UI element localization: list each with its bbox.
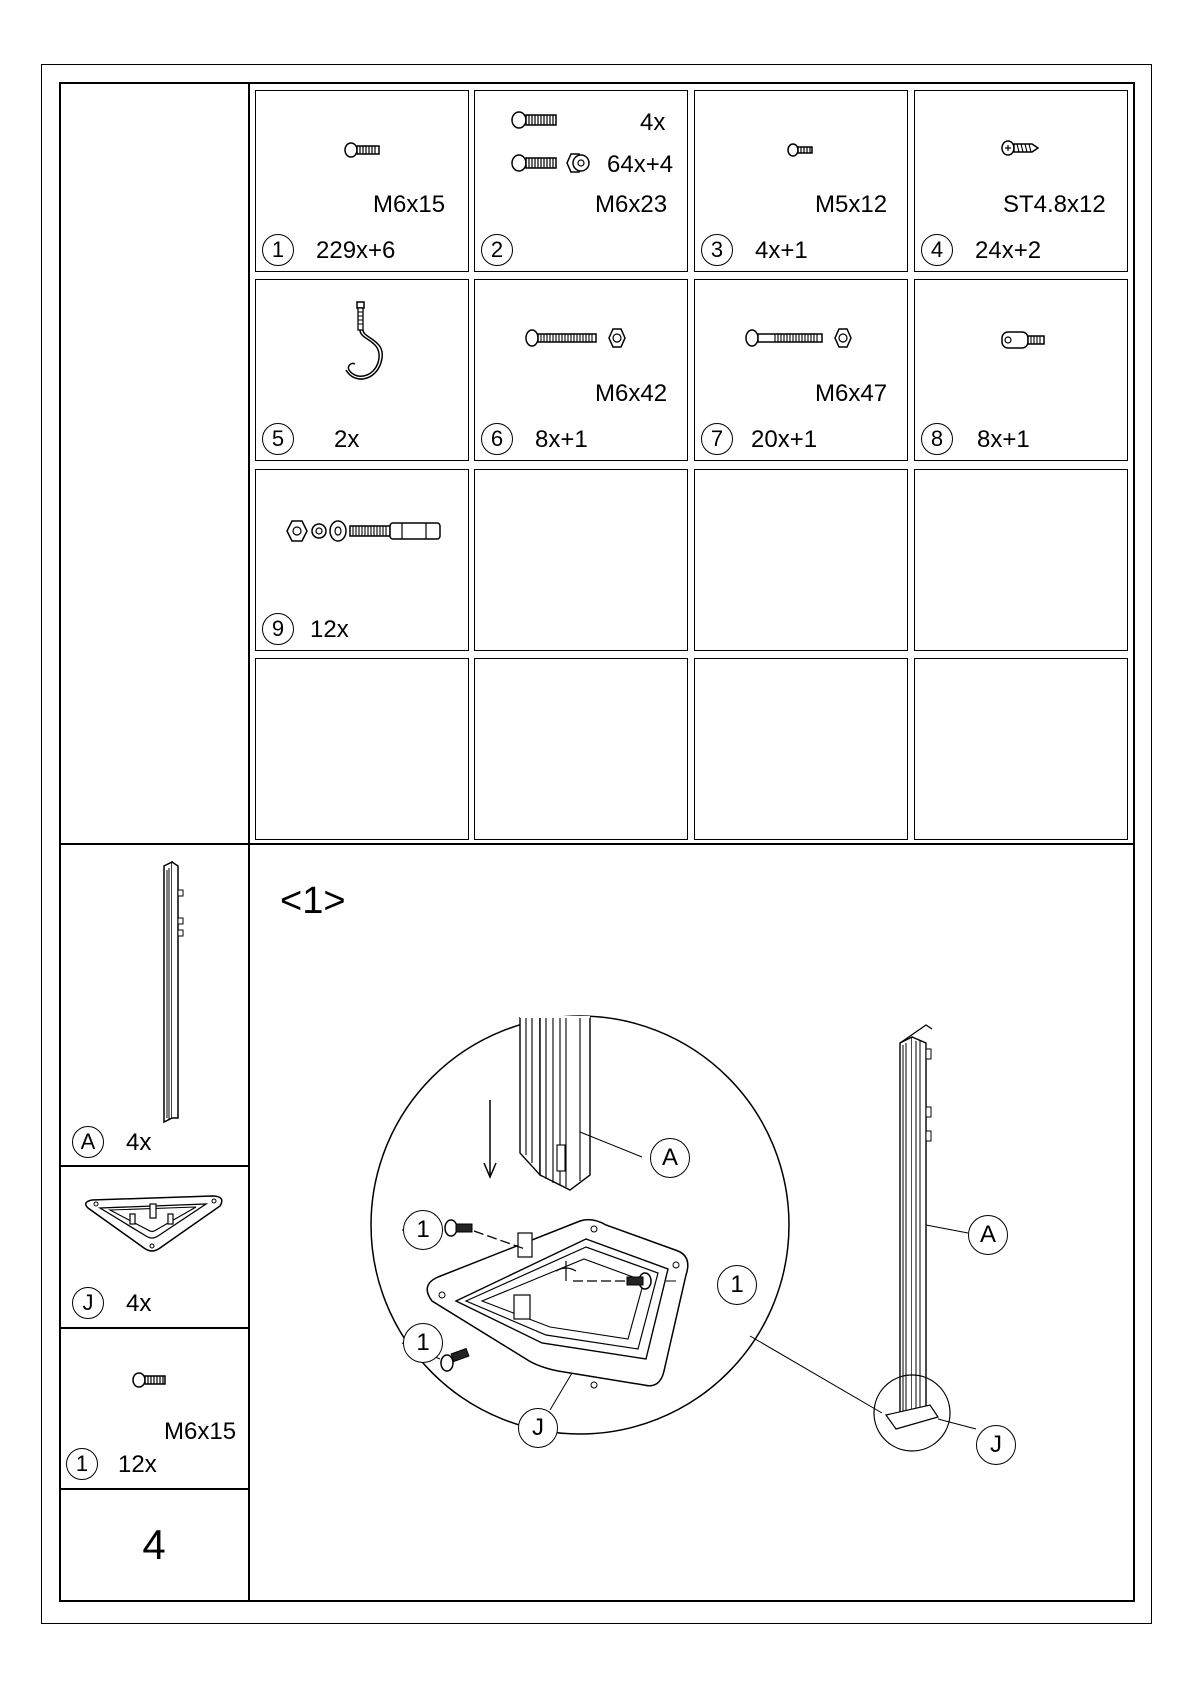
bolt-icon: [511, 111, 561, 131]
part-quantity: 4x: [126, 1290, 152, 1317]
item-number: 9: [262, 613, 294, 645]
hardware-cell-4: [914, 90, 1128, 272]
size-label: M6x47: [815, 380, 888, 407]
callout-screw: 1: [403, 1210, 443, 1250]
part-quantity: 4x: [126, 1129, 152, 1156]
quantity-label: 2x: [334, 426, 360, 453]
item-number: 1: [262, 234, 294, 266]
quantity-label: 4x+1: [755, 237, 808, 264]
hardware-cell-empty: [914, 469, 1128, 651]
item-number: 6: [481, 423, 513, 455]
item-number: 3: [701, 234, 733, 266]
part-letter: A: [72, 1126, 104, 1158]
hardware-cell-5: [255, 279, 469, 461]
page-number: 4: [142, 1521, 166, 1568]
top-quantity: 4x: [640, 109, 666, 136]
quantity-label: 8x+1: [535, 426, 588, 453]
hardware-cell-empty: [474, 469, 688, 651]
size-label: M6x23: [595, 191, 668, 218]
bolt-icon: [344, 141, 384, 161]
long-bolt-icon: [745, 328, 865, 352]
quantity-label: 20x+1: [751, 426, 818, 453]
quantity-label: 8x+1: [977, 426, 1030, 453]
hook-icon: [341, 300, 381, 400]
quantity-label: 12x: [118, 1451, 157, 1478]
sidebar-divider-2: [59, 1327, 249, 1329]
item-number: 1: [66, 1448, 98, 1480]
hardware-cell-empty: [694, 658, 908, 840]
callout-screw: 1: [717, 1265, 757, 1305]
size-label: M6x15: [164, 1418, 237, 1445]
sidebar-divider-1: [59, 1165, 249, 1167]
full-post: [886, 1025, 938, 1429]
item-number: 7: [701, 423, 733, 455]
callout-plate: J: [976, 1425, 1016, 1465]
item-number: 8: [921, 423, 953, 455]
post-icon: [150, 860, 190, 1130]
item-number: 5: [262, 423, 294, 455]
hardware-cell-9: [255, 469, 469, 651]
self-tapping-screw-icon: [1001, 139, 1041, 159]
size-label: M5x12: [815, 191, 888, 218]
size-label: M6x42: [595, 380, 668, 407]
hardware-cell-7: [694, 279, 908, 461]
bolt-icon: [132, 1372, 168, 1390]
anchor-bolt-icon: [286, 518, 446, 544]
step-label: <1>: [280, 880, 346, 922]
hardware-cell-8: [914, 279, 1128, 461]
hardware-cell-empty: [474, 658, 688, 840]
detail-post: [520, 1017, 590, 1190]
mid-quantity: 64x+4: [607, 151, 674, 178]
hardware-cell-1: [255, 90, 469, 272]
hardware-cell-3: [694, 90, 908, 272]
callout-plate: J: [518, 1408, 558, 1448]
spacer-icon: [999, 330, 1049, 350]
size-label: ST4.8x12: [1003, 191, 1106, 218]
hardware-cell-empty: [694, 469, 908, 651]
callout-post: A: [968, 1215, 1008, 1255]
callout-post: A: [650, 1138, 690, 1178]
bolt-and-nut-icon: [511, 153, 596, 177]
hardware-cell-empty: [255, 658, 469, 840]
base-plate-icon: [80, 1190, 230, 1260]
part-letter: J: [72, 1287, 104, 1319]
quantity-label: 24x+2: [975, 237, 1042, 264]
long-bolt-icon: [525, 328, 640, 352]
quantity-label: 229x+6: [316, 237, 396, 264]
callout-screw: 1: [403, 1323, 443, 1363]
size-label: M6x15: [373, 191, 446, 218]
hardware-cell-6: [474, 279, 688, 461]
item-number: 4: [921, 234, 953, 266]
quantity-label: 12x: [310, 616, 349, 643]
hardware-cell-empty: [914, 658, 1128, 840]
item-number: 2: [481, 234, 513, 266]
hardware-cell-2: [474, 90, 688, 272]
small-bolt-icon: [787, 143, 817, 159]
